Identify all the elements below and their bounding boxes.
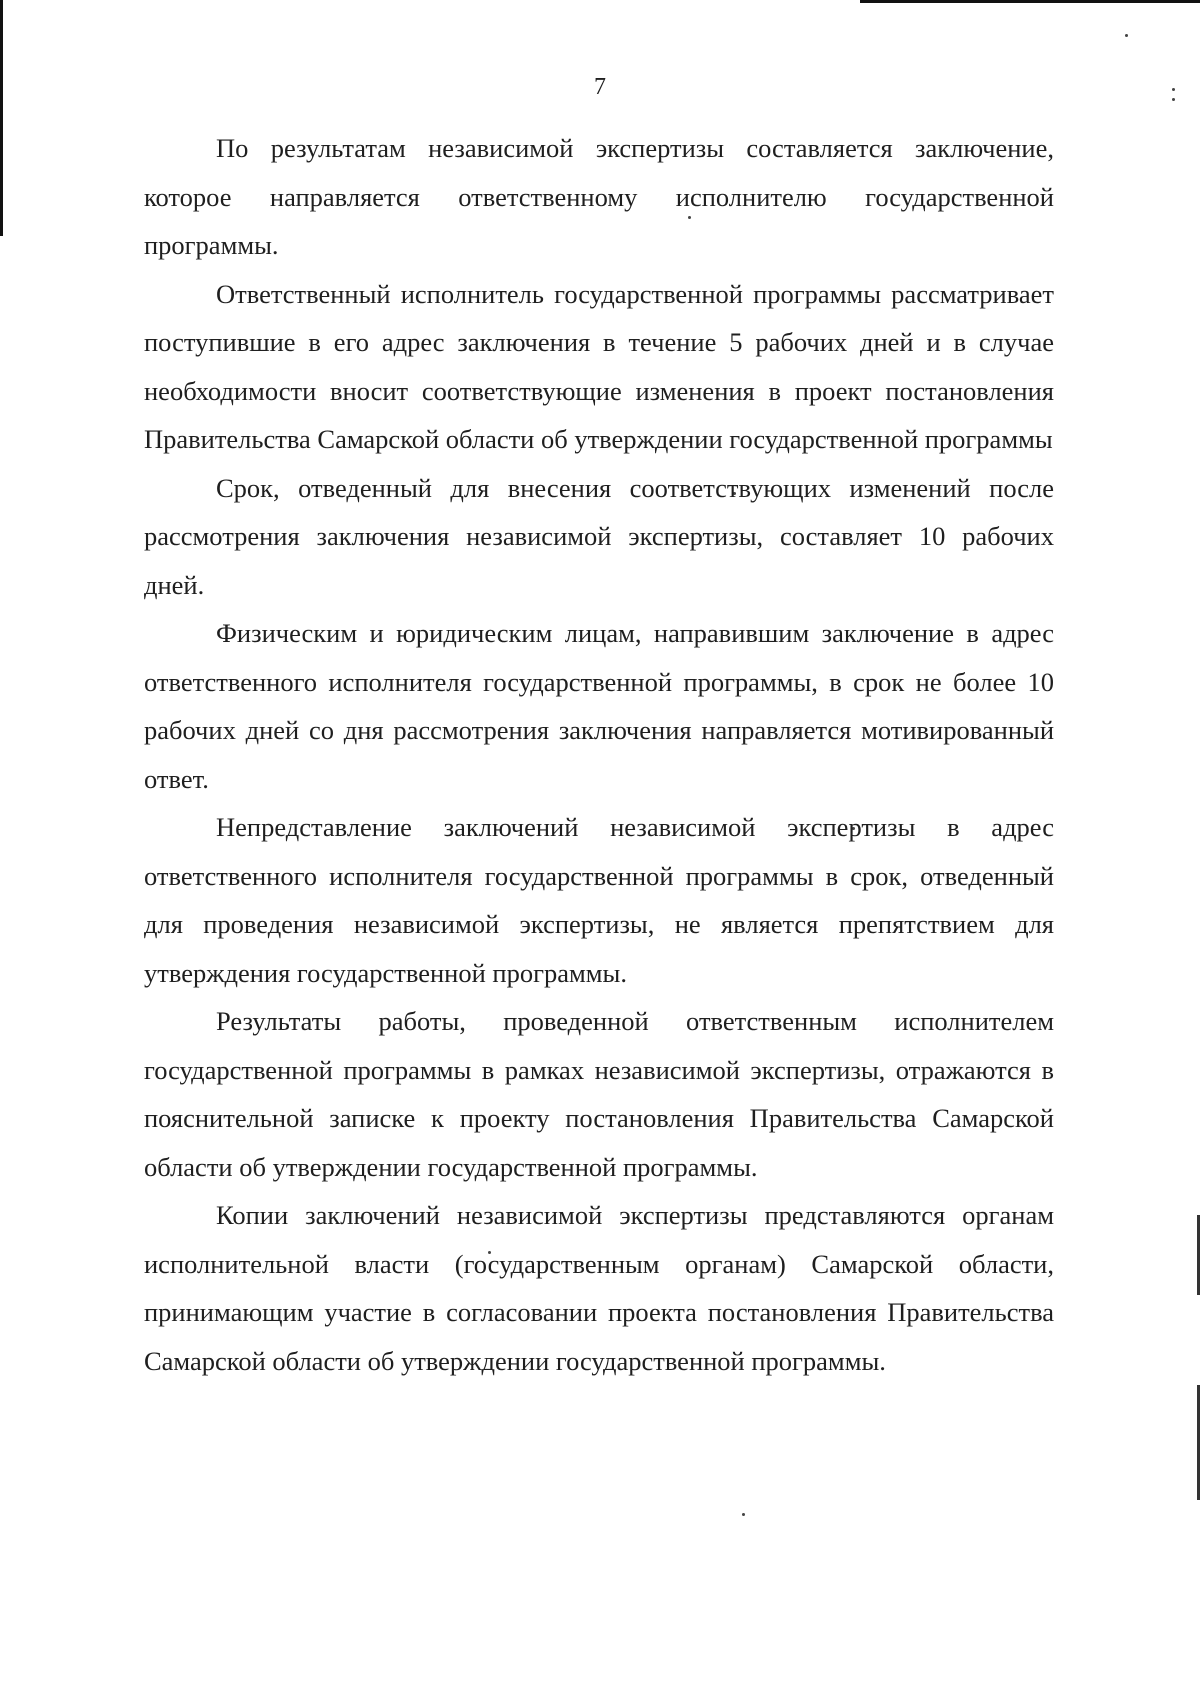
- paragraph-results-reflection: Результаты работы, проведенной ответственным исполнителем государственной программы в рамках независимой экспертизы, отражаются в пояснительной записке к проекту постановления Правительства Самарской области об утверждении государственной программы.: [144, 1006, 1054, 1182]
- scan-edge-top: [860, 0, 1200, 3]
- paragraph-non-submission: Непредставление заключений независимой экспертизы в адрес ответственного исполнителя государственной программы в срок, отведенный для проведения независимой экспертизы, не является препятствием для утверждения государственной программы.: [144, 812, 1054, 988]
- document-body: [144, 124, 1054, 1385]
- paragraph-motivated-response: Физическим и юридическим лицам, направившим заключение в адрес ответственного исполнителя государственной программы, в срок не более 10 рабочих дней со дня рассмотрения заключения направляется мотивированный ответ.: [144, 618, 1054, 794]
- scan-speck: [742, 1513, 745, 1516]
- paragraph-changes-deadline: Срок, отведенный для внесения соответствующих изменений после рассмотрения заключения независимой экспертизы, составляет 10 рабочих дней.: [144, 472, 1054, 600]
- paragraph-expert-conclusion: По результатам независимой экспертизы составляется заключение, которое направляется ответственному исполнителю государственной программы.: [144, 133, 1054, 260]
- scan-speck: [1125, 34, 1128, 37]
- page-number: 7: [594, 74, 606, 100]
- paragraph-review-period: Ответственный исполнитель государственной программы рассматривает поступившие в его адрес заключения в течение 5 рабочих дней и в случае необходимости вносит соответствующие изменения в проект постановления Правительства Самарской области об утверждении государственной программы: [144, 278, 1054, 454]
- scan-edge-left: [0, 0, 3, 236]
- paragraph-copies-distribution: Копии заключений независимой экспертизы представляются органам исполнительной власти (государственным органам) Самарской области, принимающим участие в согласовании проекта постановления Правительства Самарской области об утверждении государственной программы.: [144, 1200, 1054, 1376]
